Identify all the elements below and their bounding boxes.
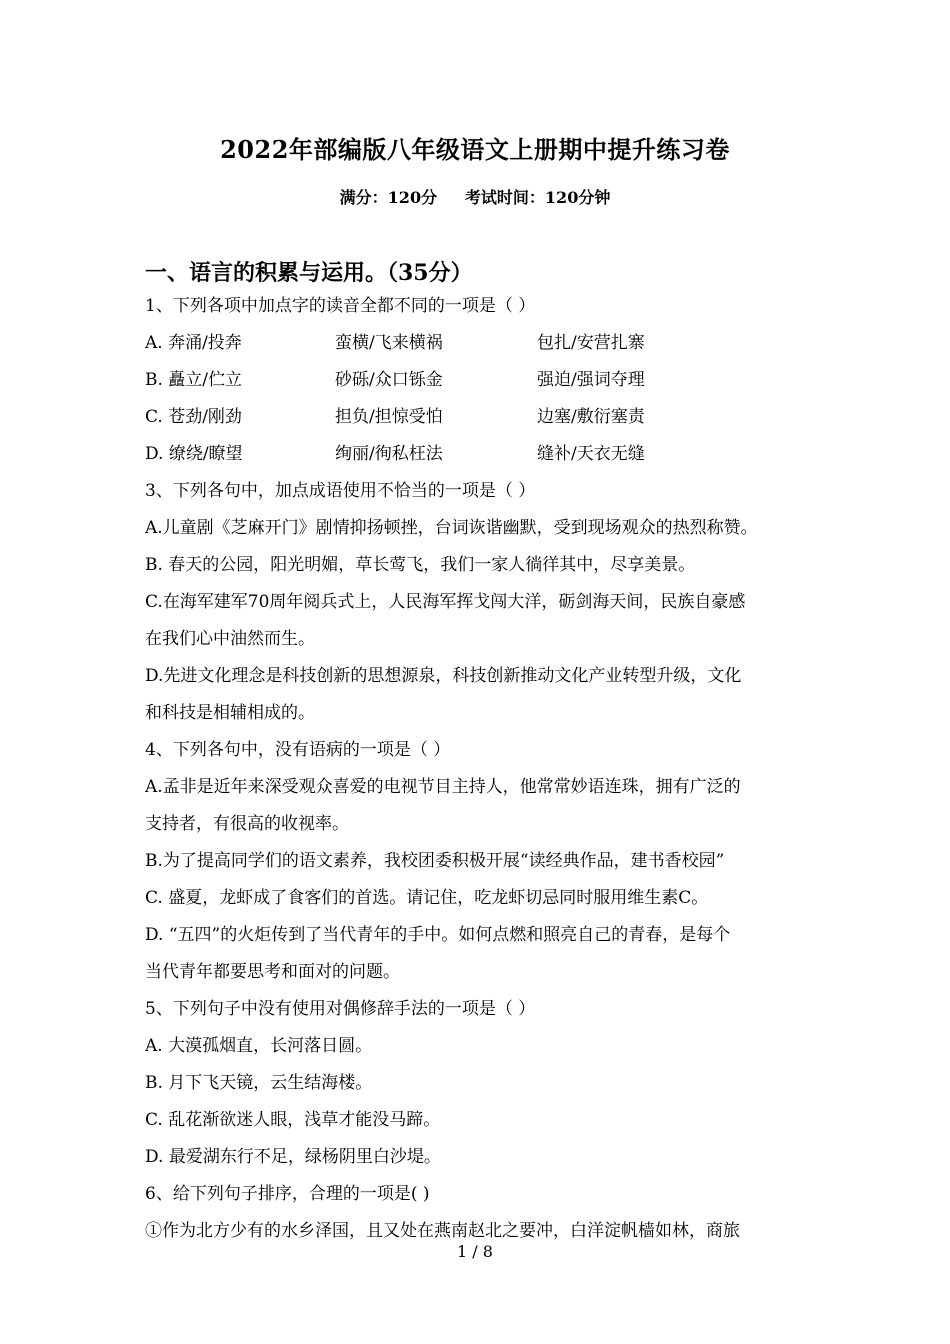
option-cell: 担负/担惊受怕 <box>335 407 443 427</box>
option-cell: B. 矗立/伫立 <box>145 370 243 390</box>
option-cell: 包扎/安营扎寨 <box>537 333 645 353</box>
question-5-line: D. 最爱湖东行不足，绿杨阴里白沙堤。 <box>145 1147 441 1167</box>
page-number: 1 / 8 <box>457 1242 493 1261</box>
question-4-line: B.为了提高同学们的语文素养，我校团委积极开展“读经典作品，建书香校园” <box>145 851 725 871</box>
question-4-line: D. “五四”的火炬传到了当代青年的手中。如何点燃和照亮自己的青春，是每个 <box>145 925 731 945</box>
option-cell: C. 苍劲/刚劲 <box>145 407 242 427</box>
exam-subtitle: 满分：120分 考试时间：120分钟 <box>339 188 611 207</box>
question-4-stem: 4、下列各句中，没有语病的一项是（ ） <box>145 740 451 760</box>
question-1-option-a <box>145 325 810 362</box>
question-1-option-c <box>145 399 810 436</box>
exam-title: 2022年部编版八年级语文上册期中提升练习卷 <box>220 135 730 164</box>
question-6-line: ①作为北方少有的水乡泽国，且又处在燕南赵北之要冲，白洋淀帆樯如林，商旅 <box>145 1221 740 1241</box>
exam-body <box>145 288 810 1250</box>
question-3-line: 和科技是相辅相成的。 <box>145 703 315 723</box>
question-5-line: A. 大漠孤烟直，长河落日圆。 <box>145 1036 373 1056</box>
question-3-line: 在我们心中油然而生。 <box>145 629 315 649</box>
question-3-line: A.儿童剧《芝麻开门》剧情抑扬顿挫，台词诙谐幽默，受到现场观众的热烈称赞。 <box>145 518 758 538</box>
question-3-line: D.先进文化理念是科技创新的思想源泉，科技创新推动文化产业转型升级，文化 <box>145 666 742 686</box>
question-3-line: B. 春天的公园，阳光明媚，草长莺飞，我们一家人徜徉其中，尽享美景。 <box>145 555 696 575</box>
option-cell: 砂砾/众口铄金 <box>335 370 443 390</box>
question-5-line: C. 乱花渐欲迷人眼，浅草才能没马蹄。 <box>145 1110 441 1130</box>
option-cell: 蛮横/飞来横祸 <box>335 333 443 353</box>
option-cell: 边塞/敷衍塞责 <box>537 407 645 427</box>
question-3-line: C.在海军建军70周年阅兵式上，人民海军挥戈闯大洋，砺剑海天间，民族自豪感 <box>145 592 746 612</box>
question-4-line: 当代青年都要思考和面对的问题。 <box>145 962 400 982</box>
question-4-line: C. 盛夏，龙虾成了食客们的首选。请记住，吃龙虾切忌同时服用维生素C。 <box>145 888 709 908</box>
question-5-line: B. 月下飞天镜，云生结海楼。 <box>145 1073 373 1093</box>
question-3-stem: 3、下列各句中，加点成语使用不恰当的一项是（ ） <box>145 481 536 501</box>
question-1-stem: 1、下列各项中加点字的读音全都不同的一项是（ ） <box>145 296 536 316</box>
question-6-stem: 6、给下列句子排序，合理的一项是( ) <box>145 1184 430 1204</box>
question-1-option-b <box>145 362 810 399</box>
question-4-line: 支持者，有很高的收视率。 <box>145 814 349 834</box>
option-cell: 绚丽/徇私枉法 <box>335 444 443 464</box>
section-heading: 一、语言的积累与运用。（35分） <box>145 260 473 286</box>
option-cell: 缝补/天衣无缝 <box>537 444 645 464</box>
question-1-option-d <box>145 436 810 473</box>
question-4-line: A.孟非是近年来深受观众喜爱的电视节目主持人，他常常妙语连珠，拥有广泛的 <box>145 777 741 797</box>
option-cell: A. 奔涌/投奔 <box>145 333 242 353</box>
question-5-stem: 5、下列句子中没有使用对偶修辞手法的一项是（ ） <box>145 999 536 1019</box>
option-cell: 强迫/强词夺理 <box>537 370 645 390</box>
option-cell: D. 缭绕/瞭望 <box>145 444 243 464</box>
